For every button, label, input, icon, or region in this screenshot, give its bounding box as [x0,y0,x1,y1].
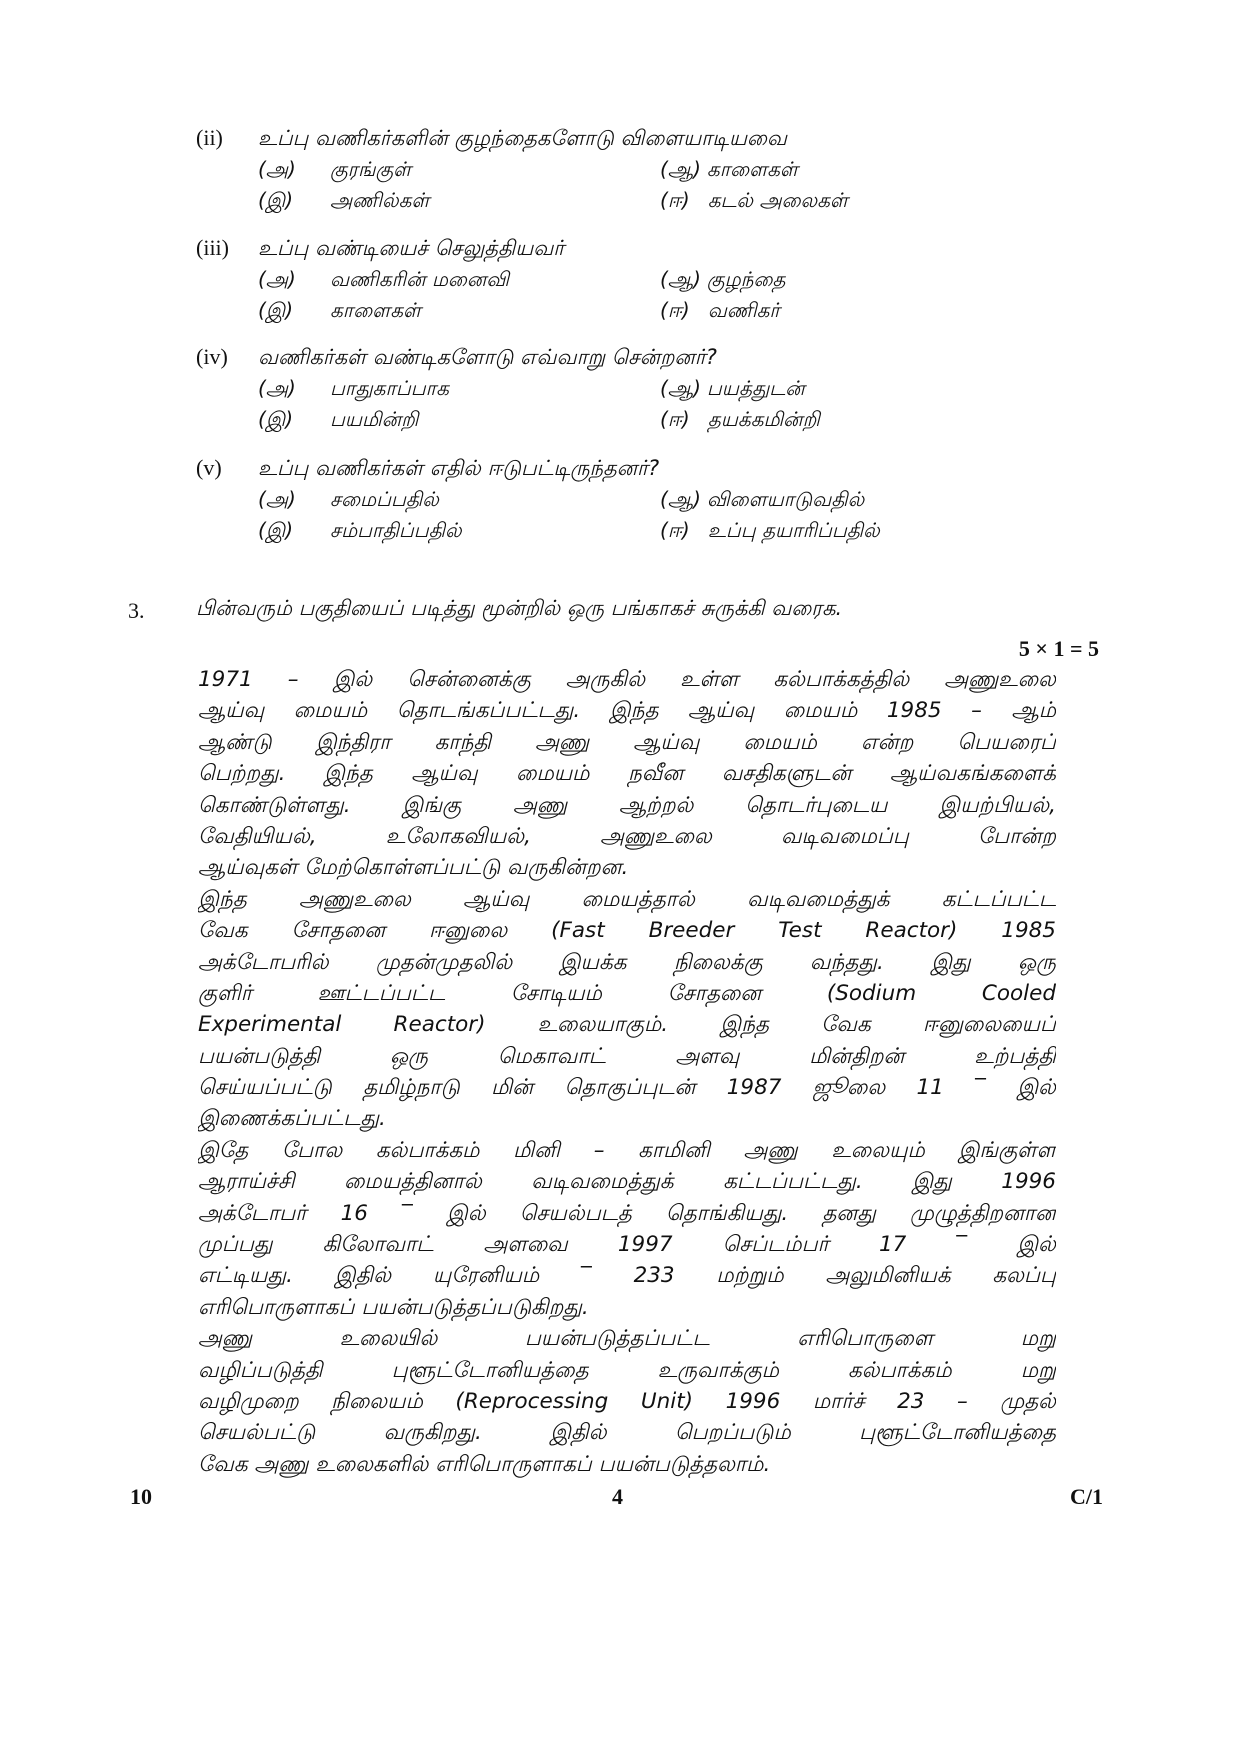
question-text: வணிகர்கள் வண்டிகளோடு எவ்வாறு சென்றனர்? [258,345,717,369]
option-aa: (ஆ) விளையாடுவதில் [660,487,865,511]
marks-allocation: 5 × 1 = 5 [1018,636,1099,661]
passage-line: எட்டியது. இதில் யுரேனியம் ‾ 233 மற்றும் அலுமினியக் கலப்பு [198,1263,1056,1289]
passage-line: அக்டோபர் 16 ‾ இல் செயல்படத் தொங்கியது. தனது முழுத்திறனான [198,1200,1056,1226]
option-ee: (ஈ) கடல் அலைகள் [660,188,848,212]
passage-line: வழிப்படுத்தி புளூட்டோனியத்தை உருவாக்கும் கல்பாக்கம் மறு [198,1357,1056,1383]
passage-line: முப்பது கிலோவாட் அளவை 1997 செப்டம்பர் 17 ‾ இல் [198,1232,1056,1258]
option-i: (இ) சம்பாதிப்பதில் [258,518,462,542]
passage-line: இதே போல கல்பாக்கம் மினி – காமினி அணு உலையும் இங்குள்ள [198,1137,1056,1163]
passage-line: அணு உலையில் பயன்படுத்தப்பட்ட எரிபொருளை மறு [198,1326,1056,1352]
passage-line: எரிபொருளாகப் பயன்படுத்தப்படுகிறது. [198,1294,589,1320]
passage-line: பயன்படுத்தி ஒரு மெகாவாட் அளவு மின்திறன் உற்பத்தி [198,1043,1056,1069]
question-3-number: 3. [128,598,145,623]
question-number: (iii) [196,235,229,260]
question-3-instruction: பின்வரும் பகுதியைப் படித்து மூன்றில் ஒரு பங்காகச் சுருக்கி வரைக. [196,596,843,620]
option-aa: (ஆ) பயத்துடன் [660,376,805,400]
passage-line: ஆராய்ச்சி மையத்தினால் வடிவமைத்துக் கட்டப்பட்டது. இது 1996 [198,1169,1056,1195]
passage-line: அக்டோபரில் முதன்முதலில் இயக்க நிலைக்கு வந்தது. இது ஒரு [198,949,1056,975]
passage-line: குளிர் ஊட்டப்பட்ட சோடியம் சோதனை (Sodium Cooled [198,980,1056,1006]
passage-line: பெற்றது. இந்த ஆய்வு மையம் நவீன வசதிகளுடன் ஆய்வகங்களைக் [198,761,1056,787]
passage-line: ஆய்வு மையம் தொடங்கப்பட்டது. இந்த ஆய்வு மையம் 1985 – ஆம் [198,698,1056,724]
passage-line: ஆண்டு இந்திரா காந்தி அணு ஆய்வு மையம் என்ற பெயரைப் [198,729,1056,755]
question-number: (ii) [196,125,223,150]
passage-line: செய்யப்பட்டு தமிழ்நாடு மின் தொகுப்புடன் 1987 ஜூலை 11 ‾ இல் [198,1075,1056,1101]
passage-line: ஆய்வுகள் மேற்கொள்ளப்பட்டு வருகின்றன. [198,855,629,881]
question-ii [196,122,1076,216]
question-text: உப்பு வண்டியைச் செலுத்தியவர் [258,236,565,260]
option-a: (அ) குரங்குள் [258,157,412,181]
passage-line: வழிமுறை நிலையம் (Reprocessing Unit) 1996 மார்ச் 23 – முதல் [198,1388,1056,1414]
question-iii [196,232,1076,326]
footer-page-number: 4 [612,1484,623,1509]
option-a: (அ) சமைப்பதில் [258,487,439,511]
option-i: (இ) பயமின்றி [258,407,419,431]
footer-question-paper-code: 10 [130,1484,152,1509]
passage-line: வேக சோதனை ஈனுலை (Fast Breeder Test Reactor) 1985 [198,918,1056,944]
question-v [196,452,1076,546]
question-number: (iv) [196,344,228,369]
question-iv [196,341,1076,435]
passage-line: வேக அணு உலைகளில் எரிபொருளாகப் பயன்படுத்தலாம். [198,1451,771,1477]
footer-set-code: C/1 [1070,1484,1103,1509]
option-a: (அ) பாதுகாப்பாக [258,376,449,400]
passage-line: Experimental Reactor) உலையாகும். இந்த வேக ஈனுலையைப் [198,1012,1056,1038]
option-a: (அ) வணிகரின் மனைவி [258,267,509,291]
passage-line: இந்த அணுஉலை ஆய்வு மையத்தால் வடிவமைத்துக் கட்டப்பட்ட [198,886,1056,912]
passage-line: வேதியியல், உலோகவியல், அணுஉலை வடிவமைப்பு போன்ற [198,823,1056,849]
question-text: உப்பு வணிகர்களின் குழந்தைகளோடு விளையாடியவை [258,126,787,150]
question-text: உப்பு வணிகர்கள் எதில் ஈடுபட்டிருந்தனர்? [258,456,660,480]
option-aa: (ஆ) குழந்தை [660,267,786,291]
option-i: (இ) காளைகள் [258,298,422,322]
option-i: (இ) அணில்கள் [258,188,430,212]
option-aa: (ஆ) காளைகள் [660,157,798,181]
passage-line: செயல்பட்டு வருகிறது. இதில் பெறப்படும் புளூட்டோனியத்தை [198,1420,1056,1446]
option-ee: (ஈ) தயக்கமின்றி [660,407,820,431]
passage-line: 1971 – இல் சென்னைக்கு அருகில் உள்ள கல்பாக்கத்தில் அணுஉலை [198,667,1056,692]
passage-line: கொண்டுள்ளது. இங்கு அணு ஆற்றல் தொடர்புடைய இயற்பியல், [198,792,1056,818]
question-number: (v) [196,455,222,480]
passage [198,664,1056,1480]
option-ee: (ஈ) வணிகர் [660,298,780,322]
option-ee: (ஈ) உப்பு தயாரிப்பதில் [660,518,880,542]
passage-line: இணைக்கப்பட்டது. [198,1106,386,1132]
